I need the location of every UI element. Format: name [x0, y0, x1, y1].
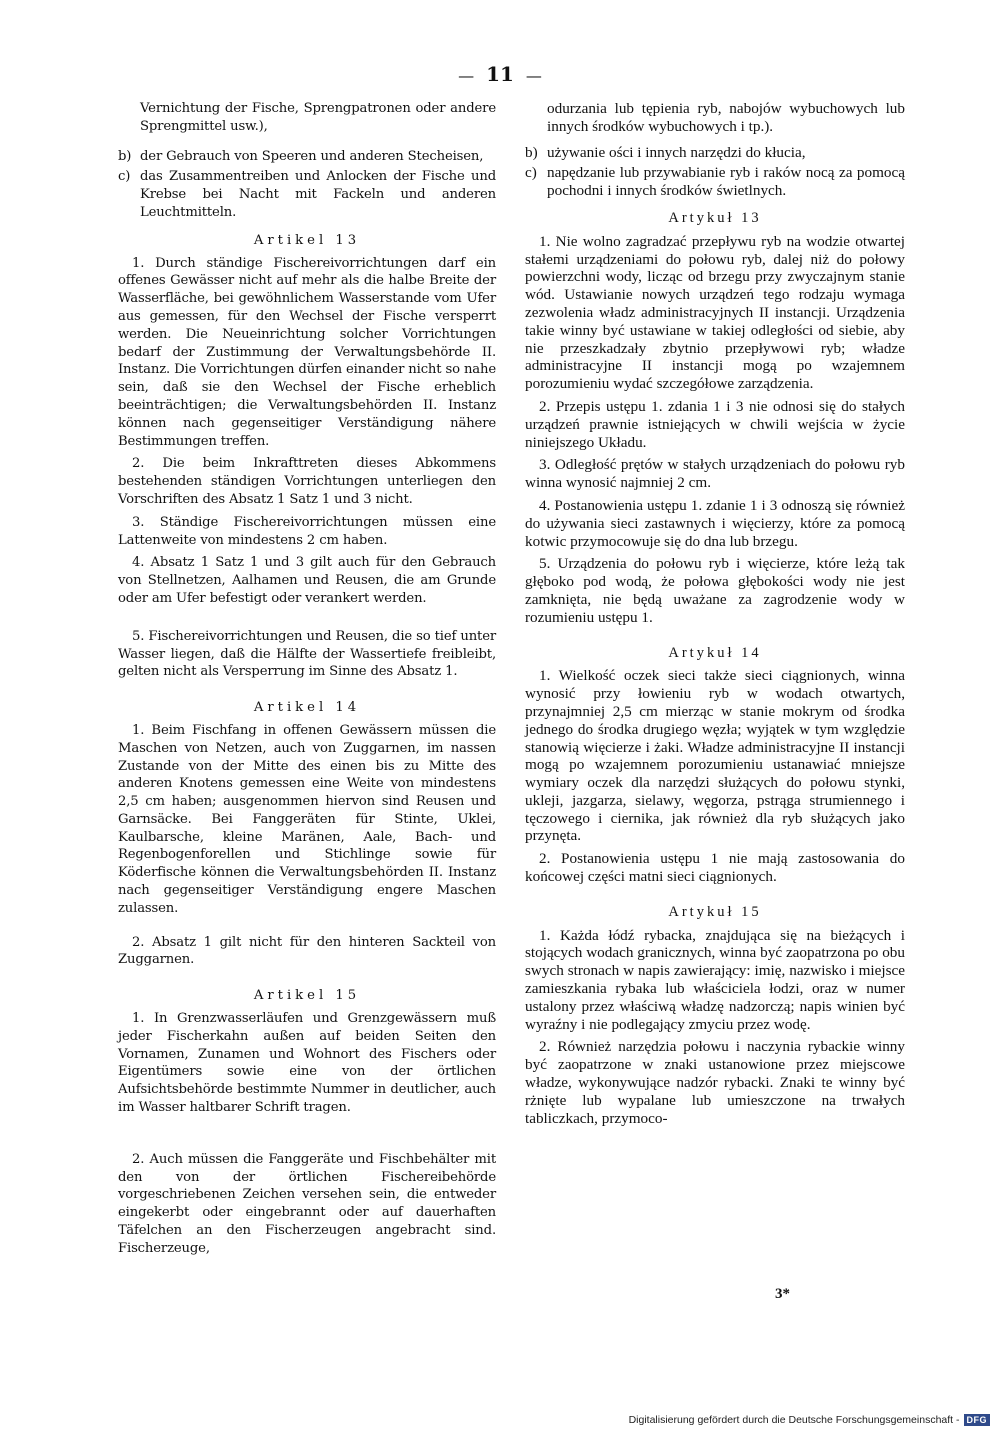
pl-a15-p2: 2. Również narzędzia połowu i naczynia rybackie winny być zaopatrzone w znaki ustanowione przez miejscowe władze, wykonywujące nadzór rybacki. Znaki te winny być rżnięte lub wypalane lub umieszczone na trwałych tabliczkach, przymoco- [525, 1038, 905, 1127]
de-a13-p4: 4. Absatz 1 Satz 1 und 3 gilt auch für den Gebrauch von Stellnetzen, Aalhamen und Reusen, die am Grunde oder am Ufer befestigt oder verankert werden. [118, 555, 496, 606]
de-a13-p5: 5. Fischereivorrichtungen und Reusen, die so tief unter Wasser liegen, daß die Hälfte der Wassertiefe freibleibt, gelten nicht als Versperrung im Sinne des Absatz 1. [118, 628, 496, 680]
pl-item-c [525, 164, 905, 200]
pl-item-b-text: używanie ości i innych narzędzi do kłucia, [547, 143, 806, 161]
de-article-13-title: Artikel 13 [253, 232, 361, 248]
de-a14-p2: 2. Absatz 1 gilt nicht für den hinteren Sackteil von Zuggarnen. [118, 934, 496, 968]
de-a13-p2: 2. Die beim Inkrafttreten dieses Abkommens bestehenden ständigen Vorrichtungen unterliegen den Vorschriften des Absatz 1 Satz 1 und 3 nicht. [118, 456, 496, 507]
pl-item-b [525, 144, 905, 162]
de-item-b-label: b) [118, 148, 132, 164]
pl-a13-p1: 1. Nie wolno zagradzać przepływu ryb na wodzie otwartej stałemi urządzeniami do połowu ryb, dalej niż do połowy powierzchni wody, licząc od brzegu przy zwyczajnym stanie wód. Ustawianie nowych urządzeń tego rodzaju wymaga zezwolenia władz administracyjnych II instancji. Urządzenia takie winny być ustawiane w takiej odległości od siebie, aby nie przeszkadzały zbytnio przepływowi ryb; władze administracyjne II instancji mogą po wzajemnem porozumieniu wydać szczegółowe zarządzenia. [525, 232, 905, 393]
page-number-value: 11 [486, 62, 514, 86]
de-item-b [118, 148, 496, 166]
de-a13-p1: 1. Durch ständige Fischereivorrichtungen darf ein offenes Gewässer nicht auf mehr als die halbe Breite der Wasserfläche, bei gewöhnlichem Wasserstande vom Ufer aus gemessen, für den Wechsel der Fische versperrt werden. Die Neueinrichtung solcher Vorrichtungen bedarf der Zustimmung der Verwaltungsbehörde II. Instanz. Die Vorrichtungen dürfen einander nicht so nahe sein, daß sie den Wechsel der Fische erheblich beeinträchtigen; die Verwaltungsbehörden II. Instanz können nach gegenseitiger Verständigung nähere Bestimmungen treffen. [118, 255, 496, 449]
de-item-c-text: das Zusammentreiben und Anlocken der Fische und Krebse bei Nacht mit Fackeln und anderen Leuchtmitteln. [140, 169, 496, 220]
footer-text: Digitalisierung gefördert durch die Deutsche Forschungsgemeinschaft - [628, 1414, 960, 1426]
de-item-b-text: der Gebrauch von Speeren und anderen Stecheisen, [140, 148, 484, 164]
de-article-15-title: Artikel 15 [253, 988, 361, 1004]
pl-article-15-title: Artykuł 15 [668, 903, 762, 920]
pl-item-c-text: napędzanie lub przywabianie ryb i raków nocą za pomocą pochodni i innych środków świetlnych. [547, 164, 905, 200]
polish-column [525, 100, 905, 1132]
dfg-logo: DFG [964, 1414, 991, 1426]
de-a14-p1: 1. Beim Fischfang in offenen Gewässern müssen die Maschen von Netzen, auch von Zuggarnen, im nassen Zustande von der Mitte des einen bis zu Mitte des anderen Knotens gemessen eine Weite von mindestens 2,5 cm haben; ausgenommen hiervon sind Reusen und Garnsäcke. Bei Fanggeräten für Stinte, Uklei, Kaulbarsche, kleine Maränen, Aale, Bach- und Regenbogenforellen und Stichlinge sowie für Köderfische können die Verwaltungsbehörden II. Instanz nach gegenseitiger Verständigung engere Maschen zulassen. [118, 722, 496, 916]
signature-mark: 3* [775, 1286, 790, 1302]
pl-a13-p2: 2. Przepis ustępu 1. zdania 1 i 3 nie odnosi się do stałych urządzeń prawnie istniejących w chwili wejścia w życie niniejszego Układu. [525, 397, 905, 451]
pl-article-13-title: Artykuł 13 [668, 209, 762, 226]
german-column [118, 100, 496, 1263]
page-number-dash-left: — [458, 66, 475, 85]
page-number-dash-right: — [525, 66, 542, 85]
pl-intro: odurzania lub tępienia ryb, nabojów wybuchowych lub innych środków wybuchowych i tp.). [547, 100, 905, 135]
pl-a15-p1: 1. Każda łódź rybacka, znajdująca się na bieżących i stojących wodach granicznych, winna być zaopatrzona po obu swych stronach w napis zawierający: imię, nazwisko i miejsce zamieszkania rybaka lub właściciela łodzi, oraz w numer ustalony przez właściwą władzę nadzorczą; napis winien być wyraźny i nie podlegający zmyciu przez wodę. [525, 926, 905, 1033]
de-a15-p1: 1. In Grenzwasserläufen und Grenzgewässern muß jeder Fischerkahn außen auf beiden Seiten den Vornamen, Zunamen und Wohnort des Fischers oder Eigentümers sowie eine von der örtlichen Aufsichtsbehörde bestimmte Nummer in deutlicher, auch im Wasser haltbarer Schrift tragen. [118, 1011, 496, 1116]
de-article-14-title: Artikel 14 [253, 700, 361, 716]
pl-a13-p5: 5. Urządzenia do połowu ryb i więcierze, które leżą tak głęboko pod wodą, że połowa głębokości wody nie jest zamknięta, nie będą uważane za zagrodzenie wody w rozumieniu ustępu 1. [525, 555, 905, 626]
de-item-c [118, 168, 496, 221]
page-number [0, 62, 1000, 86]
pl-a13-p4: 4. Postanowienia ustępu 1. zdanie 1 i 3 odnoszą się również do używania sieci zastawnych i więcierzy, które za pomocą kotwic przymocowuje się do dna lub brzegu. [525, 496, 905, 550]
pl-article-14-title: Artykuł 14 [668, 644, 762, 661]
pl-item-c-label: c) [525, 164, 537, 182]
de-a15-p2: 2. Auch müssen die Fanggeräte und Fischbehälter mit den von der örtlichen Fischereibehörde vorgeschriebenen Zeichen versehen sein, die entweder eingekerbt oder eingebrannt oder auf dauerhaften Täfelchen an den Fischerzeugen angebracht sind. Fischerzeuge, [118, 1151, 496, 1256]
pl-item-b-label: b) [525, 143, 538, 161]
footer [629, 1414, 990, 1426]
de-intro: Vernichtung der Fische, Sprengpatronen oder andere Sprengmittel usw.), [140, 101, 496, 134]
pl-a14-p1: 1. Wielkość oczek sieci także sieci ciągnionych, winna wynosić przy łowieniu ryb w wodach otwartych, przynajmniej 2,5 cm mierząc w stanie mokrym od środka jednego do środka drugiego węzła; wyjątek w tym względzie stanowią więcierze i żaki. Władze administracyjne II instancji mogą po wzajemnem porozumieniu ustanawiać mniejsze wymiary oczek dla narzędzi służących do połowu stynki, ukleji, jazgarza, sielawy, węgorza, pstrąga strumiennego i tęczowego i ciernika, jak również dla ryb służących jako przynęta. [525, 667, 905, 845]
pl-a14-p2: 2. Postanowienia ustępu 1 nie mają zastosowania do końcowej części matni sieci ciągnionych. [525, 850, 905, 886]
de-a13-p3: 3. Ständige Fischereivorrichtungen müssen eine Lattenweite von mindestens 2 cm haben. [118, 514, 496, 548]
pl-a13-p3: 3. Odległość prętów w stałych urządzeniach do połowu ryb winna wynosić najmniej 2 cm. [525, 456, 905, 492]
de-item-c-label: c) [118, 169, 131, 185]
